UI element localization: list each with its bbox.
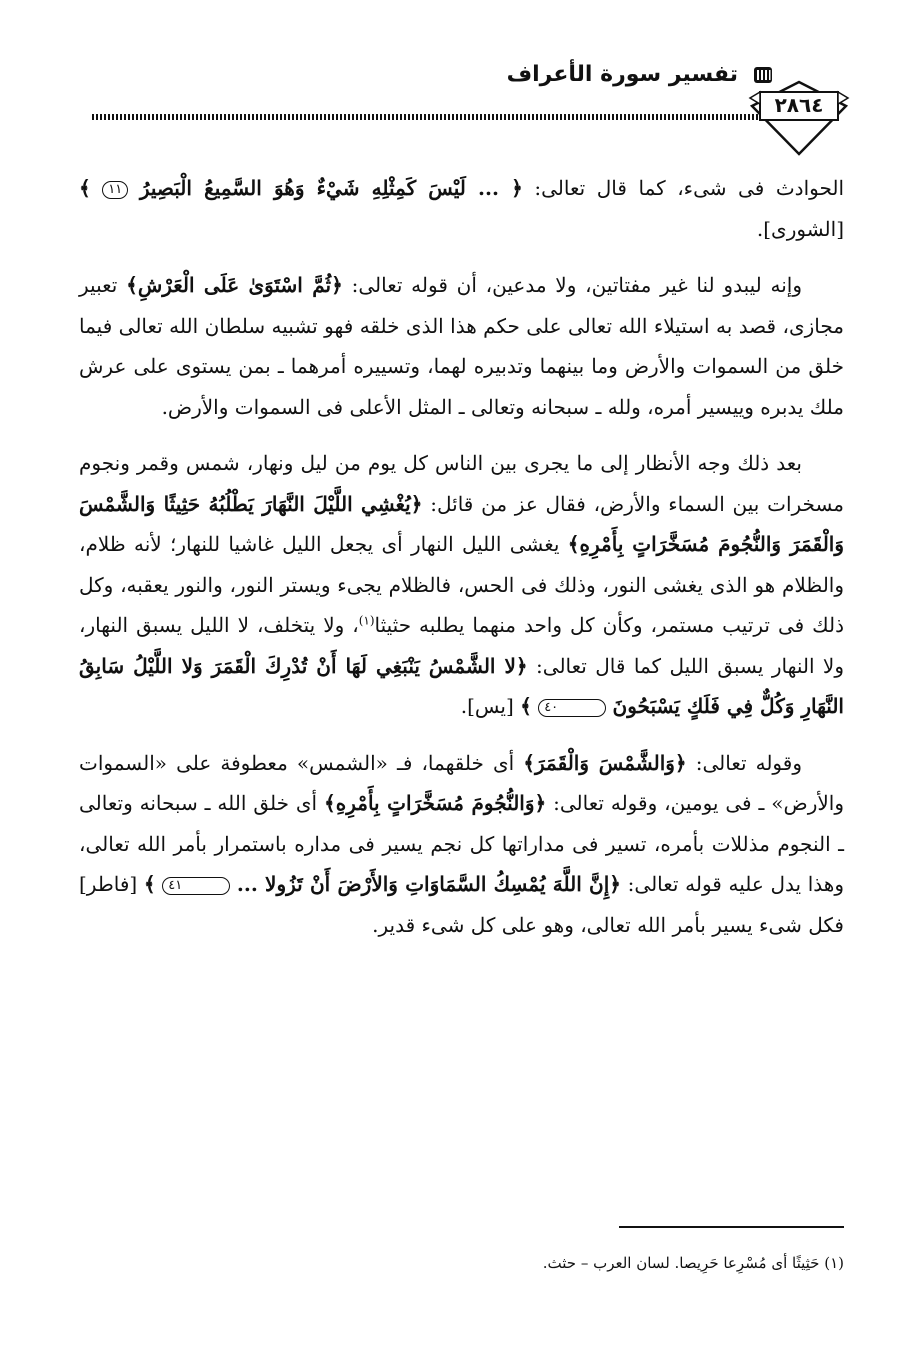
text-run: أى خلق الله ـ سبحانه وتعالى ـ النجوم مذللات بأمره، تسير فى مداراتها كل نجم يسير فى مداره باستمرار بأمر الله تعالى، وهذا يدل عليه قوله تعالى: xyxy=(79,791,845,896)
text-run: أى خلقهما، فـ «الشمس» معطوفة على «السموات والأرض» ـ فى يومين، وقوله تعالى: xyxy=(79,750,844,815)
text-run: [يس]. xyxy=(460,694,521,718)
quran-quote: ﴿وَالنُّجُومَ مُسَخَّرَاتٍ بِأَمْرِهِ﴾ xyxy=(324,791,547,815)
text-run: الحوادث فى شىء، كما قال تعالى: xyxy=(522,176,845,200)
quran-quote-end: ﴾ xyxy=(143,872,156,896)
paragraph-4 xyxy=(79,743,844,946)
paragraph-2 xyxy=(79,265,844,427)
quran-quote: ﴿ ... لَيْسَ كَمِثْلِهِ شَيْءٌ وَهُوَ السَّمِيعُ الْبَصِيرُ xyxy=(139,176,523,200)
verse-number: ١١ xyxy=(102,181,128,199)
text-run: تعبير مجازى، قصد به استيلاء الله تعالى على حكم هذا الذى خلقه فهو تشبيه سلطان الله تعالى فيما خلق من السموات والأرض وما بينهما وتدبيره لهما، وتسييره أمرهما ـ بمن يستوى على عرش ملك يدبره وييسير أمره، ولله ـ سبحانه وتعالى ـ المثل الأعلى فى السموات والأرض. xyxy=(79,273,844,419)
quran-quote: ﴿يُغْشِي اللَّيْلَ النَّهَارَ يَطْلُبُهُ حَثِيثًا وَالشَّمْسَ وَالْقَمَرَ وَالنُّجُومَ مُسَخَّرَاتٍ بِأَمْرِهِ﴾ xyxy=(79,491,845,556)
text-run: [الشورى]. xyxy=(756,216,844,241)
main-text xyxy=(79,168,844,945)
verse-number: ٤١ xyxy=(162,877,230,895)
quran-quote: ﴿إِنَّ اللَّهَ يُمْسِكُ السَّمَاوَاتِ وَالأَرْضَ أَنْ تَزُولا ... xyxy=(236,872,622,896)
header-dotted-rule xyxy=(92,114,762,120)
page-number-badge-icon xyxy=(744,78,854,158)
quran-quote: ﴿لا الشَّمْسُ يَنْبَغِي لَهَا أَنْ تُدْرِكَ الْقَمَرَ وَلا اللَّيْلُ سَابِقُ النَّهَارِ وَكُلٌّ فِي فَلَكٍ يَسْبَحُونَ xyxy=(79,653,844,718)
paragraph-1 xyxy=(79,168,844,249)
footnote-reference[interactable]: (١) xyxy=(358,613,375,628)
verse-number: ٤٠ xyxy=(538,699,606,717)
paragraph-3 xyxy=(79,443,844,727)
footnote-divider xyxy=(619,1226,844,1228)
text-run: وإنه ليبدو لنا غير مفتاتين، ولا مدعين، أن قوله تعالى: xyxy=(342,273,803,297)
text-run: يغشى الليل النهار أى يجعل الليل غاشيا للنهار؛ لأنه ظلام، والظلام هو الذى يغشى النور، وذلك فى الحس، فالظلام يجىء ويستر النور، والنور يعقبه، وكل ذلك فى ترتيب مستمر، وكأن كل واحد منهما يطلبه حثيثا xyxy=(79,532,844,637)
text-run: بعد ذلك وجه الأنظار إلى ما يجرى بين الناس كل يوم من ليل ونهار، شمس وقمر ونجوم مسخرات بين السماء والأرض، فقال عز من قائل: xyxy=(79,451,844,516)
quran-quote: ﴿وَالشَّمْسَ وَالْقَمَرَ﴾ xyxy=(523,750,687,775)
page-title: تفسير سورة الأعراف xyxy=(506,62,738,87)
quran-quote-end: ﴾ xyxy=(79,176,91,200)
text-run: وقوله تعالى: xyxy=(686,750,802,775)
footnote: (١) حَثِيثًا أى مُسْرِعا حَرِيصا. لسان العرب – حثث. xyxy=(542,1254,844,1272)
text-run: ، ولا يتخلف، لا الليل يسبق النهار، ولا النهار يسبق الليل كما قال تعالى: xyxy=(79,613,844,678)
running-header xyxy=(507,62,774,87)
page-number: ٢٨٦٤ xyxy=(774,93,824,117)
quran-quote: ﴿ثُمَّ اسْتَوَىٰ عَلَى الْعَرْشِ﴾ xyxy=(126,273,343,297)
quran-quote-end: ﴾ xyxy=(520,694,532,718)
text-run: [فاطر] فكل شىء يسير بأمر الله تعالى، وهو على كل شىء قدير. xyxy=(79,872,844,937)
